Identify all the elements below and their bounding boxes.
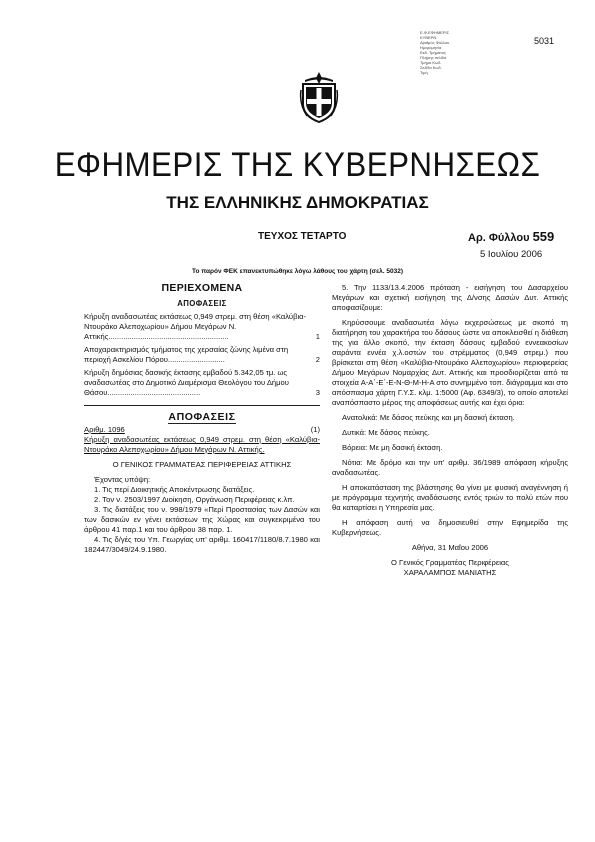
masthead-subtitle: ΤΗΣ ΕΛΛΗΝΙΚΗΣ ΔΗΜΟΚΡΑΤΙΑΣ bbox=[166, 193, 429, 212]
stamp-line: Τμήμα Κωδ. bbox=[420, 60, 442, 65]
publication-paragraph: Η απόφαση αυτή να δημοσιευθεί στην Εφημερίδα της Κυβερνήσεως. bbox=[332, 518, 568, 537]
decisions-title: ΑΠΟΦΑΣΕΙΣ bbox=[168, 411, 236, 423]
place-date: Αθήνα, 31 Μαΐου 2006 bbox=[411, 543, 489, 552]
signer-title: Ο Γενικός Γραμματέας Περιφέρειας bbox=[391, 558, 509, 567]
sheet-number bbox=[468, 229, 554, 244]
toc-item bbox=[84, 345, 320, 365]
decision-ref: (1) bbox=[310, 425, 320, 434]
consideration-item: 1. Τις περί Διοικητικής Αποκέντρωσης διατάξεις. bbox=[94, 485, 255, 494]
issue-date: 5 Ιουλίου 2006 bbox=[480, 249, 543, 260]
section-divider bbox=[84, 405, 320, 406]
decision-number: Αριθμ. 1096 bbox=[84, 425, 125, 434]
publication-stamp bbox=[420, 30, 486, 75]
signer-name: ΧΑΡΑΛΑΜΠΟΣ ΜΑΝΙΑΤΗΣ bbox=[403, 568, 497, 577]
stamp-line: Εκδ. Τμήματος bbox=[420, 50, 446, 55]
stamp-line: Τιμή bbox=[420, 70, 428, 75]
contents-section: ΑΠΟΦΑΣΕΙΣ bbox=[177, 299, 227, 308]
boundary-west: Δυτικά: Με δάσος πεύκης. bbox=[342, 428, 430, 437]
masthead-title: ΕΦΗΜΕΡΙΣ ΤΗΣ ΚΥΒΕΡΝΗΣΕΩΣ bbox=[54, 146, 541, 184]
consideration-item: 5. Την 1133/13.4.2006 πρόταση - εισήγηση του Δασαρχείου Μεγάρων και σχετική εισήγηση της Δ/νσης Δασών Δυτ. Αττικής αποφασίζουμε: bbox=[332, 283, 568, 312]
toc-item-page: 3 bbox=[315, 388, 320, 397]
decision-body: Κηρύσσουμε αναδασωτέα λόγω εκχερσώσεως με σκοπό τη διατήρηση του χαρακτήρα του δάσους ώστε να αποκλεισθεί η διάθεση της για άλλο σκοπό, την έκταση δάσους εμβαδού εννεακοσίων σαράντα εννέα χ.λ.οστών του στρέμματος (0,949 στρεμ.) που βρίσκεται στη θέση «Καλύβια-Ντουράκο Αλεποχωρίου» περιοφερείας Δήμου Μεγάρων Νομαρχίας Δυτ. Αττικής και προσδιορίζεται από τα στοιχεία Α-Α΄-Ε΄-Ε-Ν-Θ-Μ-Η-Α στο συνημμένο τοπ. διάγραμμα και στο απόσπασμα χάρτη Γ.Υ.Σ. κλμ. 1:5000 (Αφ. 6349/3), το οποίο αποτελεί αναπόσπαστο μέρος της αποφάσεως αυτής και έχει όρια: bbox=[332, 318, 568, 407]
greek-coat-of-arms-icon bbox=[299, 70, 339, 124]
stamp-line: ΚΥΒΕΡΝ. bbox=[420, 35, 438, 40]
stamp-line: Ε.Φ.ΕΦΗΜΕΡΙΣ bbox=[420, 30, 450, 35]
toc-item bbox=[84, 368, 320, 398]
toc-item-page: 2 bbox=[315, 355, 320, 364]
issue-label: ΤΕΥΧΟΣ ΤΕΤΑΡΤΟ bbox=[258, 231, 347, 242]
consideration-item: 3. Τις διατάξεις του ν. 998/1979 «Περί Προστασίας των Δασών και των δασικών εν γένει εκτάσεων της Χώρας και συγκεκριμένα του άρθρου 41 παρ.1 και του άρθρου 38 παρ. 1. bbox=[84, 505, 320, 534]
sheet-label: Αρ. Φύλλου bbox=[468, 232, 530, 244]
stamp-line: Αριθμός Φύλλου bbox=[420, 40, 450, 45]
toc-item bbox=[84, 312, 320, 342]
page-number: 5031 bbox=[534, 36, 555, 46]
stamp-line: Ημερομηνία bbox=[420, 45, 442, 50]
consideration-item: 4. Τις δ/γές του Υπ. Γεωργίας υπ' αριθμ. 160417/1180/8.7.1980 και 182447/3049/24.9.1980. bbox=[84, 535, 320, 554]
boundary-north: Βόρεια: Με μη δασική έκταση. bbox=[342, 443, 443, 452]
having-in-view: Έχοντας υπόψη: bbox=[94, 475, 151, 484]
toc-item-text: Κήρυξη αναδασωτέας εκτάσεως 0,949 στρεμ. στη θέση «Καλύβια-Ντουράκο Αλεποχωρίου» Δήμου Μεγάρων Ν. Αττικής......................................................... bbox=[84, 312, 307, 341]
decision-number-row bbox=[84, 425, 320, 435]
toc-item-page: 1 bbox=[315, 332, 320, 341]
stamp-line: Πλήρης σελίδα bbox=[420, 55, 447, 60]
reprint-note: Το παρόν ΦΕΚ επανεκτυπώθηκε λόγω λάθους του χάρτη (σελ. 5032) bbox=[191, 268, 404, 275]
toc-item-text: Κήρυξη δημόσιας δασικής έκτασης εμβαδού 5.342,05 τμ. ως αναδασωτέας στο Δημοτικό Διαμέρισμα Θεολόγου του Δήμου Θάσου............................................ bbox=[84, 368, 289, 397]
toc-item-text: Αποχαρακτηρισμός τμήματος της χερσαίας ζώνης λιμένα στη περιοχή Ασκελίου Πόρου........................... bbox=[84, 345, 289, 364]
left-column bbox=[84, 283, 320, 555]
contents-title: ΠΕΡΙΕΧΟΜΕΝΑ bbox=[161, 282, 243, 294]
right-column bbox=[332, 283, 568, 578]
decision-authority: Ο ΓΕΝΙΚΟΣ ΓΡΑΜΜΑΤΕΑΣ ΠΕΡΙΦΕΡΕΙΑΣ ΑΤΤΙΚΗΣ bbox=[112, 460, 292, 469]
boundary-south: Νότια: Με δρόμο και την υπ' αριθμ. 36/1989 απόφαση κήρυξης αναδασωτέας. bbox=[332, 458, 568, 477]
boundary-east: Ανατολικά: Με δάσος πεύκης και μη δασική έκταση. bbox=[342, 413, 515, 422]
sheet-number-value: 559 bbox=[532, 229, 555, 244]
consideration-item: 2. Τον ν. 2503/1997 Διοίκηση, Οργάνωση Περιφέρειας κ.λπ. bbox=[94, 495, 295, 504]
restoration-paragraph: Η αποκατάσταση της βλάστησης θα γίνει με φυσική αναγέννηση ή με πρόγραμμα τεχνητής αναδάσωσης εντός τριών το πολύ ετών που θα καταρτίσει η Υπηρεσία μας. bbox=[332, 483, 568, 512]
stamp-line: Σελίδα Κωδ. bbox=[420, 65, 442, 70]
decision-subject: Κήρυξη αναδασωτέας εκτάσεως 0,949 στρεμ. στη θέση «Καλύβια-Ντουράκο Αλεποχωρίου» Δήμου Μεγάρων Ν. Αττικής. bbox=[84, 435, 320, 454]
